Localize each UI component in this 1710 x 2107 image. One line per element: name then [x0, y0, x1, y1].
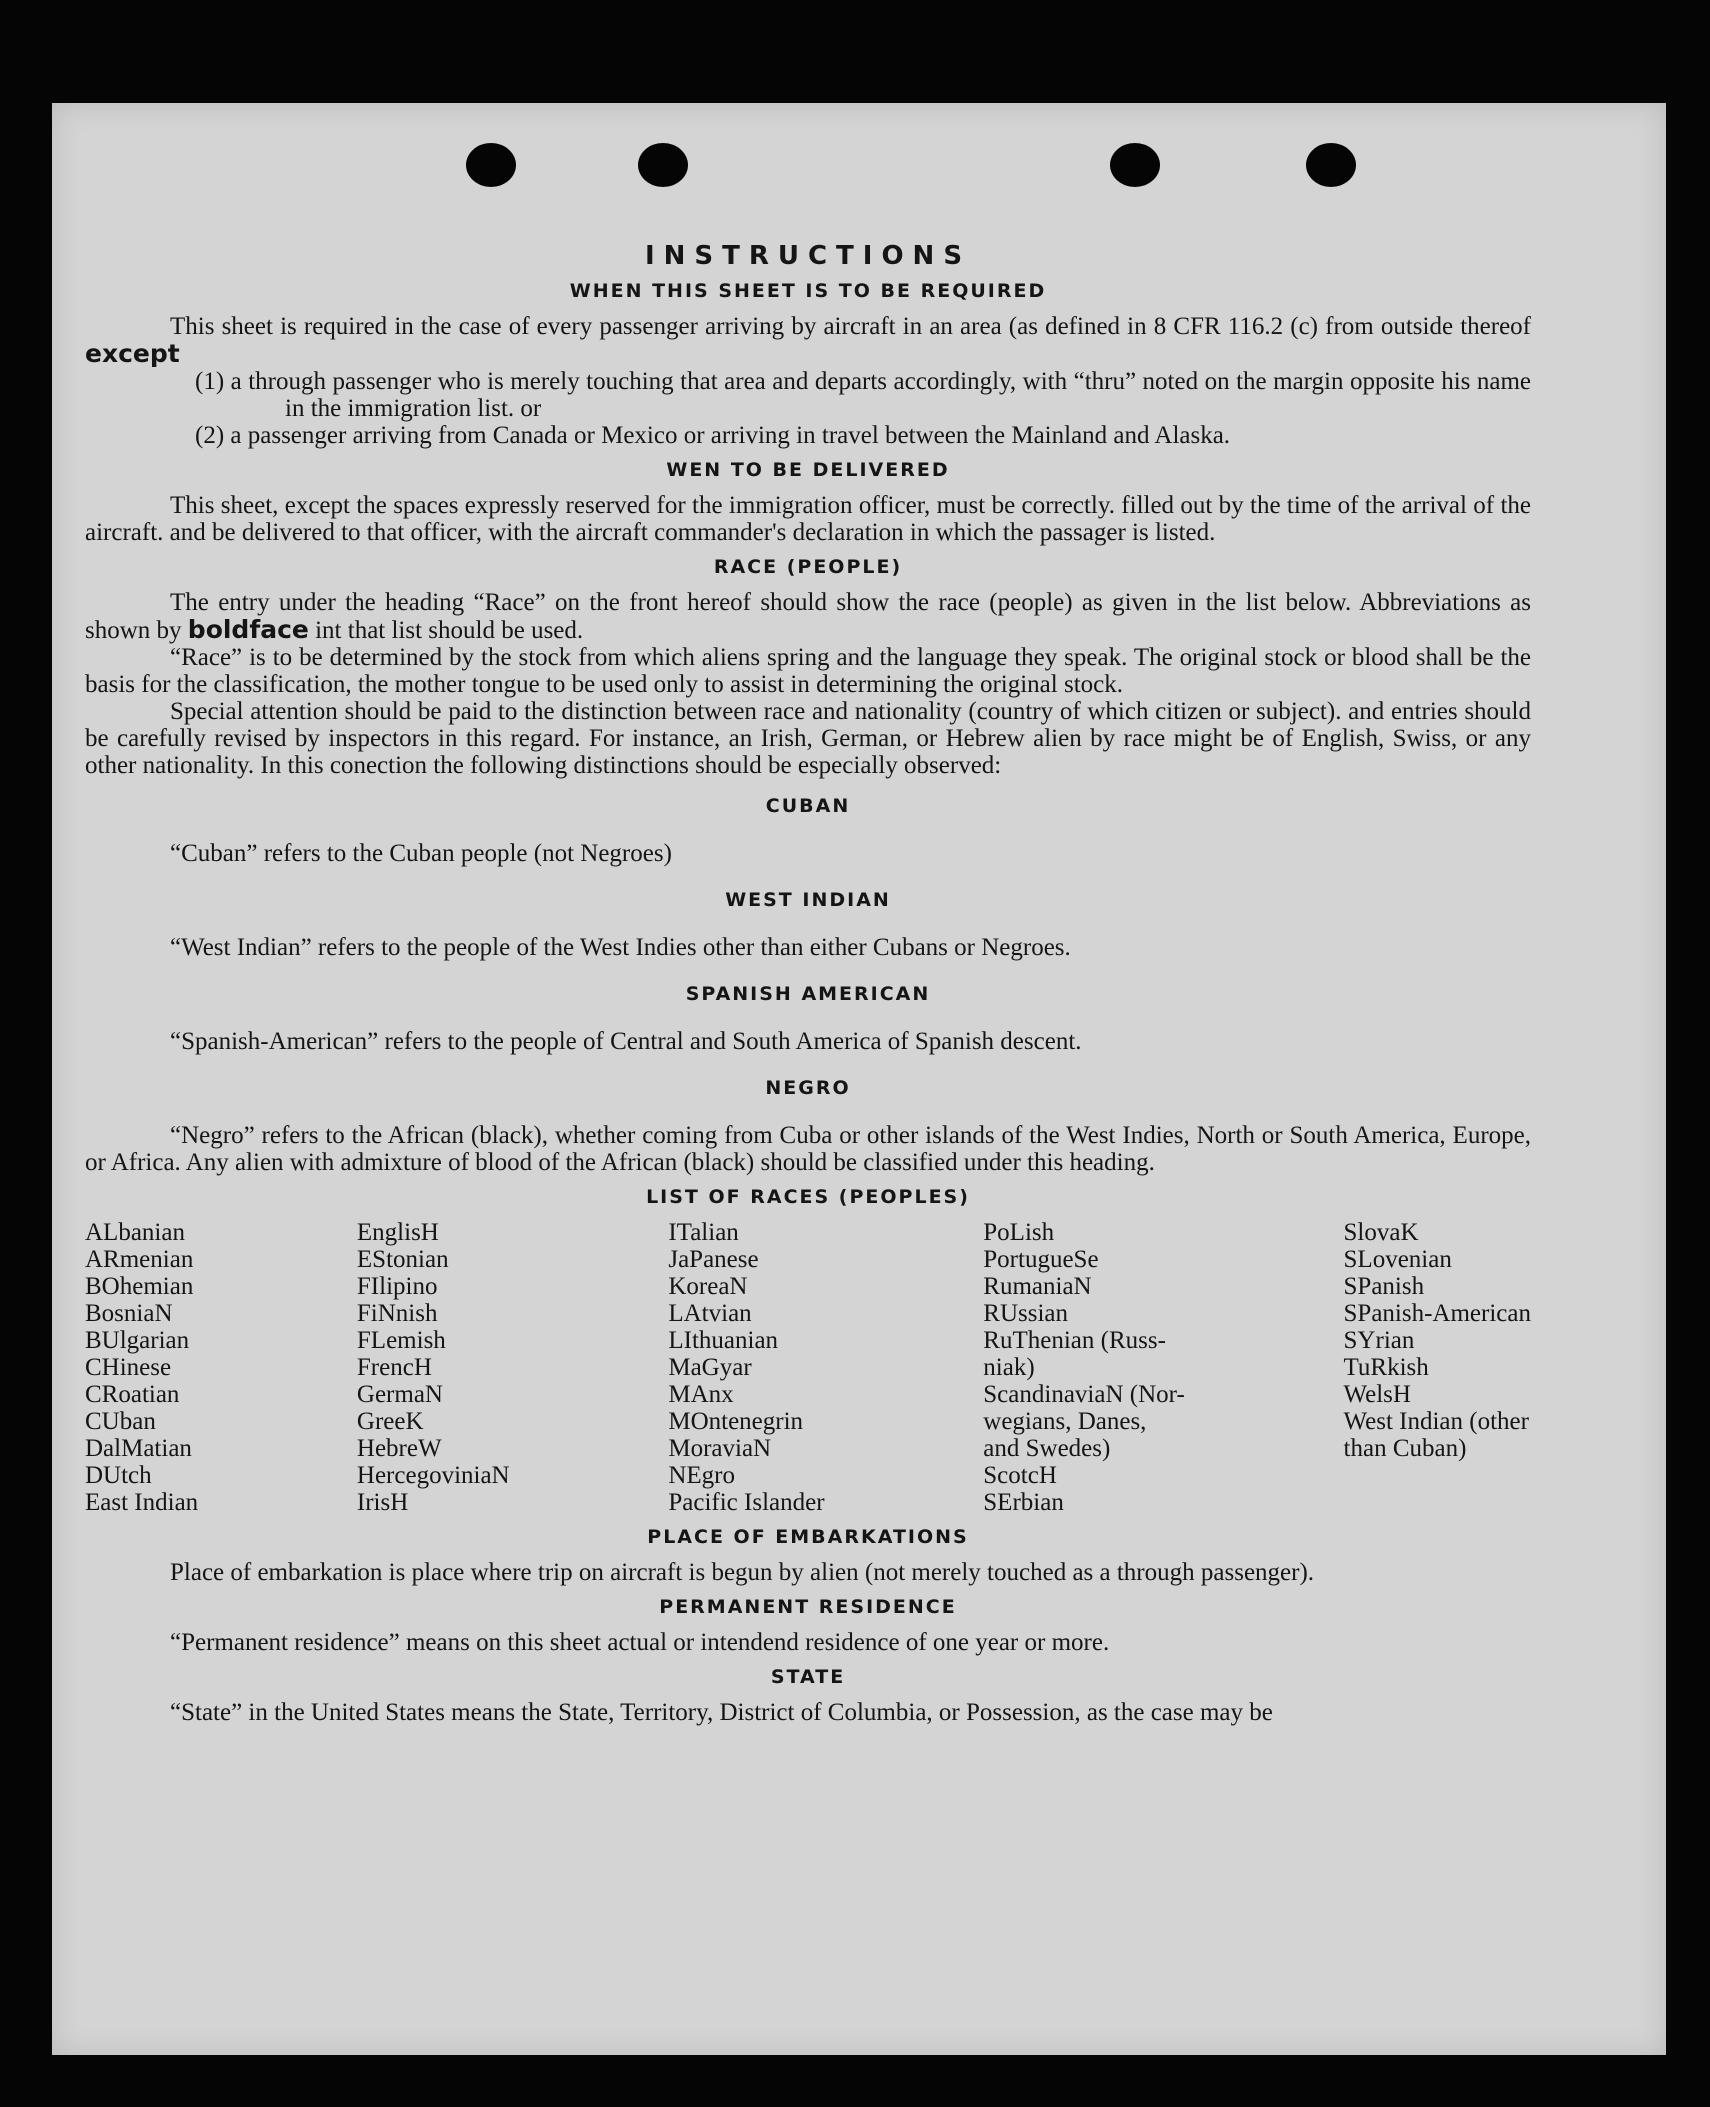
races-column	[357, 1219, 510, 1516]
race-entry: MOntenegrin	[668, 1408, 804, 1435]
race-entry: HebreW	[356, 1435, 442, 1462]
race-entry: SPanish-American	[1343, 1300, 1531, 1327]
race-entry: CRoatian	[85, 1381, 180, 1408]
race-entry: BOhemian	[85, 1273, 194, 1300]
section-heading-state: STATE	[770, 1666, 846, 1688]
race-entry: FIlipino	[356, 1273, 438, 1300]
race-entry: FLemish	[356, 1327, 446, 1354]
race-entry: PortugueSe	[983, 1246, 1099, 1273]
race-entry: DalMatian	[85, 1435, 192, 1462]
race-entry: MAnx	[668, 1381, 734, 1408]
races-list	[85, 1219, 1531, 1516]
race-entry: FiNnish	[356, 1300, 438, 1327]
race-entry-continuation: than Cuban)	[1343, 1435, 1467, 1462]
race-paragraph-1: The entry under the heading “Race” on the front hereof should show the race (people) as given in the list below. Abbreviations as shown by boldface int that list should be used.	[85, 589, 1531, 644]
race-entry: SYrian	[1343, 1327, 1415, 1354]
race-entry: EnglisH	[356, 1219, 439, 1246]
race-entry: JaPanese	[668, 1246, 759, 1273]
race-entry: LAtvian	[668, 1300, 752, 1327]
race-entry: BUlgarian	[85, 1327, 190, 1354]
section-heading-spanish-american: SPANISH AMERICAN	[685, 983, 931, 1005]
boldface-emphasis: boldface	[187, 615, 309, 644]
race-entry-continuation: wegians, Danes,	[983, 1408, 1147, 1435]
race-entry: GreeK	[356, 1408, 424, 1435]
page-title: INSTRUCTIONS	[644, 241, 972, 271]
race-entry: RuThenian (Russ-	[983, 1327, 1166, 1354]
race-paragraph-2: “Race” is to be determined by the stock from which aliens spring and the language they speak. The original stock or blood shall be the basis for the classification, the mother tongue to be used only to assist in determining the original stock.	[85, 644, 1531, 698]
race-entry: KoreaN	[668, 1273, 748, 1300]
section-heading-west-indian: WEST INDIAN	[725, 889, 891, 911]
section-heading-when-delivered: WEN TO BE DELIVERED	[666, 459, 950, 481]
race-entry: IrisH	[356, 1489, 409, 1516]
section-heading-race: RACE (PEOPLE)	[713, 556, 903, 578]
race-entry: BosniaN	[85, 1300, 173, 1327]
section-heading-negro: NEGRO	[765, 1077, 851, 1099]
race-entry: SPanish	[1343, 1273, 1425, 1300]
races-column	[1344, 1219, 1531, 1516]
race-entry: ScandinaviaN (Nor-	[983, 1381, 1185, 1408]
when-required-item: (1) a through passenger who is merely touching that area and departs accordingly, with “thru” noted on the margin opposite his name in the immigration list. or	[195, 368, 1531, 422]
when-delivered-text: This sheet, except the spaces expressly reserved for the immigration officer, must be correctly. filled out by the time of the arrival of the aircraft. and be delivered to that officer, with the aircraft commander's declaration in which the passager is listed.	[85, 492, 1531, 546]
punch-hole	[638, 143, 688, 187]
race-entry: DUtch	[85, 1462, 152, 1489]
when-required-intro: This sheet is required in the case of every passenger arriving by aircraft in an area (as defined in 8 CFR 116.2 (c) from outside thereof except	[85, 313, 1531, 368]
cuban-text: “Cuban” refers to the Cuban people (not Negroes)	[170, 840, 672, 867]
race-entry: CHinese	[85, 1354, 172, 1381]
race-entry: ScotcH	[983, 1462, 1057, 1489]
races-column	[668, 1219, 824, 1516]
race-paragraph-3: Special attention should be paid to the distinction between race and nationality (country of which citizen or subject). and entries should be carefully revised by inspectors in this regard. For instance, an Irish, German, or Hebrew alien by race might be of English, Swiss, or any other nationality. In this conection the following distinctions should be especially observed:	[85, 698, 1531, 779]
race-entry: EStonian	[356, 1246, 449, 1273]
race-entry: HercegoviniaN	[356, 1462, 510, 1489]
race-entry: FrencH	[356, 1354, 432, 1381]
race-entry: MaGyar	[668, 1354, 752, 1381]
section-heading-embarkation: PLACE OF EMBARKATIONS	[647, 1526, 969, 1548]
except-emphasis: except	[85, 339, 180, 368]
race-entry: ITalian	[668, 1219, 739, 1246]
race-entry: SLovenian	[1343, 1246, 1452, 1273]
embarkation-text: Place of embarkation is place where trip on aircraft is begun by alien (not merely touched as a through passenger).	[170, 1559, 1315, 1586]
race-entry-continuation: and Swedes)	[983, 1435, 1111, 1462]
section-heading-permanent-residence: PERMANENT RESIDENCE	[659, 1596, 957, 1618]
race-entry: TuRkish	[1343, 1354, 1429, 1381]
race-entry: NEgro	[668, 1462, 736, 1489]
race-entry: ARmenian	[85, 1246, 194, 1273]
instructions-content	[85, 243, 1531, 1726]
negro-text: “Negro” refers to the African (black), whether coming from Cuba or other islands of the West Indies, North or South America, Europe, or Africa. Any alien with admixture of blood of the African (black) should be classified under this heading.	[85, 1122, 1531, 1176]
race-entry: ALbanian	[85, 1219, 185, 1246]
race-entry: MoraviaN	[668, 1435, 772, 1462]
spanish-american-text: “Spanish-American” refers to the people of Central and South America of Spanish descent.	[170, 1028, 1082, 1055]
race-entry: SErbian	[983, 1489, 1064, 1516]
race-entry: CUban	[85, 1408, 156, 1435]
section-heading-list-of-races: LIST OF RACES (PEOPLES)	[646, 1186, 970, 1208]
race-entry: GermaN	[356, 1381, 443, 1408]
state-text: “State” in the United States means the State, Territory, District of Columbia, or Possession, as the case may be	[170, 1699, 1273, 1726]
punch-hole	[466, 143, 516, 187]
race-entry: SlovaK	[1343, 1219, 1419, 1246]
race-entry: LIthuanian	[668, 1327, 779, 1354]
section-heading-cuban: CUBAN	[765, 795, 851, 817]
section-heading-when-required: WHEN THIS SHEET IS TO BE REQUIRED	[569, 280, 1047, 302]
races-column	[983, 1219, 1185, 1516]
race-entry: PoLish	[983, 1219, 1055, 1246]
races-column	[85, 1219, 198, 1516]
race-entry-continuation: niak)	[983, 1354, 1035, 1381]
when-required-item: (2) a passenger arriving from Canada or Mexico or arriving in travel between the Mainland and Alaska.	[195, 422, 1231, 449]
race-entry: RUssian	[983, 1300, 1069, 1327]
race-entry: RumaniaN	[983, 1273, 1092, 1300]
punch-hole	[1110, 143, 1160, 187]
west-indian-text: “West Indian” refers to the people of the West Indies other than either Cubans or Negroes.	[170, 934, 1071, 961]
race-entry: Pacific Islander	[668, 1489, 825, 1516]
permanent-residence-text: “Permanent residence” means on this sheet actual or intendend residence of one year or more.	[170, 1629, 1110, 1656]
race-entry: West Indian (other	[1343, 1408, 1529, 1435]
punch-hole	[1306, 143, 1356, 187]
race-entry: WelsH	[1343, 1381, 1411, 1408]
race-entry: East Indian	[85, 1489, 199, 1516]
document-sheet	[52, 103, 1666, 2055]
